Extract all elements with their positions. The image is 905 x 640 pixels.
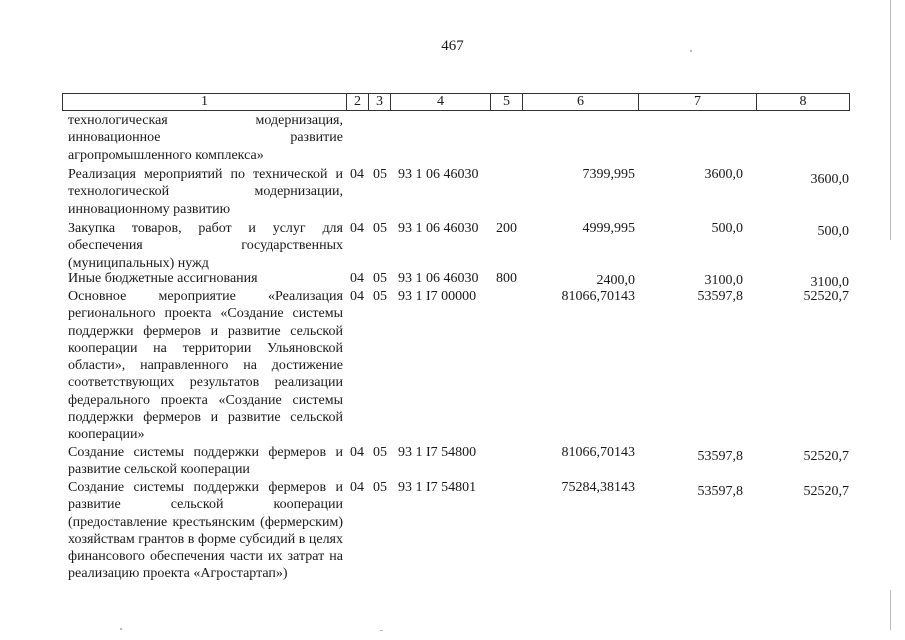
row-target-code: 93 1 06 46030	[398, 271, 479, 286]
row-amount-8: 52520,7	[803, 484, 849, 499]
row-name: Создание системы поддержки фермеров и развитие сельской кооперации (предоставление крестьянским (фермерским) хозяйствам грантов в форме субсидий в целях финансового обеспечения части их затрат на реализацию проекта «Агростартап»)	[68, 480, 343, 582]
row-amount-8: 3100,0	[810, 275, 849, 290]
row-subsection: 05	[373, 445, 387, 460]
page-number: 467	[441, 38, 464, 54]
row-amount-7: 53597,8	[697, 449, 743, 464]
row-amount-6: 81066,70143	[561, 289, 635, 304]
row-section: 04	[350, 271, 364, 286]
row-amount-6: 4999,995	[582, 221, 635, 236]
row-amount-6: 2400,0	[596, 273, 635, 288]
row-subsection: 05	[373, 167, 387, 182]
row-section: 04	[350, 445, 364, 460]
row-amount-6: 7399,995	[582, 167, 635, 182]
row-section: 04	[350, 221, 364, 236]
row-section: 04	[350, 167, 364, 182]
row-amount-6: 75284,38143	[561, 480, 635, 495]
row-amount-7: 53597,8	[697, 484, 743, 499]
row-name: Создание системы поддержки фермеров и развитие сельской кооперации	[68, 445, 343, 478]
row-target-code: 93 1 I7 00000	[398, 289, 477, 304]
row-section: 04	[350, 289, 364, 304]
row-subsection: 05	[373, 221, 387, 236]
row-name: Закупка товаров, работ и услуг для обеспечения государственных (муниципальных) нужд	[68, 221, 343, 271]
row-amount-7: 500,0	[711, 221, 743, 236]
header-col-1: 1	[63, 94, 347, 110]
row-amount-6: 81066,70143	[561, 445, 635, 460]
row-amount-7: 3100,0	[704, 273, 743, 288]
row-expense-type: 200	[496, 221, 517, 236]
table-header	[62, 93, 850, 111]
scan-dot	[120, 628, 122, 630]
header-col-3: 3	[369, 94, 391, 110]
scan-edge-line	[890, 0, 891, 240]
row-amount-8: 52520,7	[803, 449, 849, 464]
row-target-code: 93 1 06 46030	[398, 167, 479, 182]
row-amount-8: 52520,7	[803, 289, 849, 304]
row-name: технологическая модернизация, инновационное развитие агропромышленного комплекса»	[68, 113, 343, 163]
row-name: Реализация мероприятий по технической и технологической модернизации, инновационному развитию	[68, 167, 343, 217]
scan-dot	[380, 630, 383, 631]
scan-dot	[690, 50, 692, 52]
row-amount-8: 500,0	[817, 224, 849, 239]
row-target-code: 93 1 I7 54800	[398, 445, 477, 460]
row-target-code: 93 1 I7 54801	[398, 480, 477, 495]
row-target-code: 93 1 06 46030	[398, 221, 479, 236]
header-col-5: 5	[491, 94, 523, 110]
row-amount-8: 3600,0	[810, 172, 849, 187]
row-expense-type: 800	[496, 271, 517, 286]
row-subsection: 05	[373, 480, 387, 495]
row-amount-7: 3600,0	[704, 167, 743, 182]
row-amount-7: 53597,8	[697, 289, 743, 304]
row-name: Основное мероприятие «Реализация регионального проекта «Создание системы поддержки фермеров и развитие сельской кооперации на территории Ульяновской области», направленного на достижение соответствующих результатов реализации федерального проекта «Создание системы поддержки фермеров и развитие сельской кооперации»	[68, 289, 343, 443]
header-col-2: 2	[347, 94, 369, 110]
scan-edge-line	[890, 590, 891, 630]
row-section: 04	[350, 480, 364, 495]
row-subsection: 05	[373, 271, 387, 286]
header-col-8: 8	[799, 94, 807, 109]
row-name: Иные бюджетные ассигнования	[68, 271, 258, 286]
row-subsection: 05	[373, 289, 387, 304]
header-col-6: 6	[523, 94, 639, 110]
header-col-4: 4	[391, 94, 491, 110]
header-col-7: 7	[639, 94, 757, 110]
